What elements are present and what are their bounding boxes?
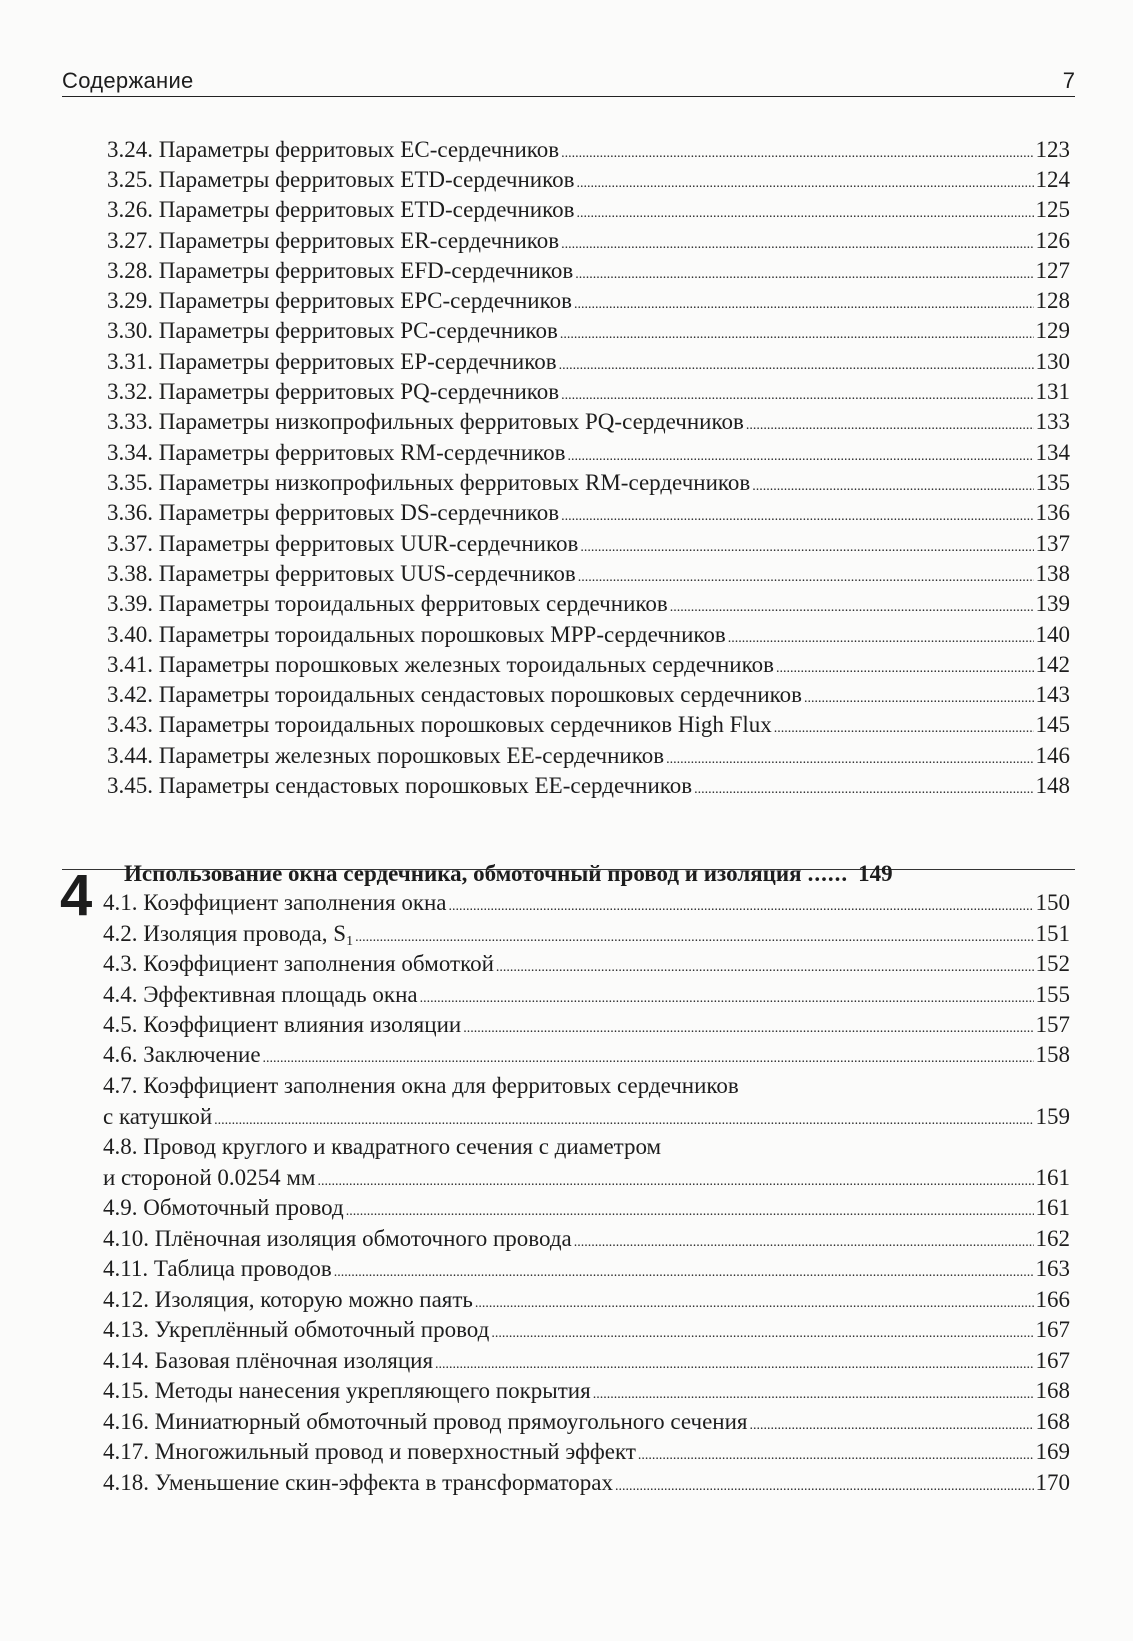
toc-entry-page: 130: [1035, 349, 1070, 374]
toc-leader: [749, 1407, 1033, 1441]
toc-entry-title: 3.35. Параметры низкопрофильных ферритовых RM-сердечников: [107, 470, 751, 495]
toc-leader: [475, 1285, 1034, 1319]
toc-entry-title: 3.31. Параметры ферритовых EP-сердечников: [107, 349, 557, 374]
toc-leader: [318, 1163, 1034, 1197]
toc-entry-page: 138: [1035, 561, 1070, 586]
toc-entry: [107, 347, 1070, 377]
toc-entry: [103, 1315, 1070, 1345]
toc-leader: [694, 771, 1033, 805]
toc-entry: [107, 771, 1070, 801]
toc-entry-title: 4.3. Коэффициент заполнения обмоткой: [103, 951, 494, 976]
toc-entry-page: 150: [1035, 890, 1070, 915]
toc-entry-first-line: 4.8. Провод круглого и квадратного сечения с диаметром: [103, 1134, 662, 1159]
toc-entry: [103, 1437, 1070, 1467]
toc-entry-page: 137: [1035, 531, 1070, 556]
chapter-title: Использование окна сердечника, обмоточный провод и изоляция: [124, 861, 802, 886]
toc-entry: [103, 980, 1070, 1010]
toc-entry: [107, 165, 1070, 195]
toc-leader: [638, 1437, 1034, 1471]
toc-entry-title: 3.25. Параметры ферритовых ETD-сердечников: [107, 167, 575, 192]
toc-entry: [107, 256, 1070, 286]
toc-leader: [575, 256, 1033, 290]
toc-leader: [746, 407, 1034, 441]
header-page-number: 7: [1062, 68, 1075, 93]
toc-entry-title: 4.4. Эффективная площадь окна: [103, 982, 418, 1007]
header-rule: [62, 96, 1075, 97]
toc-entry-title: 3.42. Параметры тороидальных сендастовых порошковых сердечников: [107, 682, 803, 707]
toc-entry: [107, 589, 1070, 619]
toc-entry: [103, 1468, 1070, 1498]
toc-entry-title: 3.30. Параметры ферритовых PC-сердечников: [107, 318, 558, 343]
toc-entry-title: 4.1. Коэффициент заполнения окна: [103, 890, 447, 915]
toc-entry: [107, 438, 1070, 468]
toc-entry: [103, 1193, 1070, 1223]
toc-leader: [578, 559, 1034, 593]
toc-entry-page: 133: [1035, 409, 1070, 434]
toc-leader: [463, 1010, 1033, 1044]
toc-entry-title: 3.34. Параметры ферритовых RM-сердечников: [107, 440, 566, 465]
toc-leader: [559, 347, 1034, 381]
toc-entry-title: 3.29. Параметры ферритовых EPC-сердечников: [107, 288, 572, 313]
toc-entry: [103, 1407, 1070, 1437]
toc-entry-title: 4.18. Уменьшение скин-эффекта в трансформаторах: [103, 1470, 613, 1495]
toc-entry-title: 3.45. Параметры сендастовых порошковых ЕЕ-сердечников: [107, 773, 693, 798]
toc-entry: [103, 949, 1070, 979]
subscript: 1: [346, 934, 354, 949]
toc-entry-page: 152: [1035, 951, 1070, 976]
toc-leader: [214, 1102, 1033, 1136]
running-header: [62, 68, 1075, 98]
toc-entry: [103, 1040, 1070, 1070]
toc-leader: [776, 650, 1034, 684]
toc-entry-title: 4.12. Изоляция, которую можно паять: [103, 1287, 473, 1312]
toc-entry-page: 135: [1035, 470, 1070, 495]
toc-entry-title: 3.41. Параметры порошковых железных тороидальных сердечников: [107, 652, 774, 677]
toc-entry: [107, 316, 1070, 346]
toc-entry: [103, 919, 1070, 949]
toc-leader: [752, 468, 1033, 502]
toc-entry: [107, 226, 1070, 256]
toc-leader: [420, 980, 1034, 1014]
toc-entry: [103, 1224, 1070, 1254]
toc-entry-page: 168: [1035, 1378, 1070, 1403]
toc-entry-title: 4.17. Многожильный провод и поверхностный эффект: [103, 1439, 636, 1464]
toc-entry: [107, 620, 1070, 650]
toc-entry-page: 146: [1035, 743, 1070, 768]
toc-leader: [435, 1346, 1033, 1380]
toc-entry: [103, 1346, 1070, 1376]
toc-entry: [107, 468, 1070, 498]
toc-entry-title: 4.15. Методы нанесения укрепляющего покрытия: [103, 1378, 591, 1403]
toc-entry: [107, 529, 1070, 559]
toc-entry: [107, 710, 1070, 740]
chapter-title-row: [124, 858, 1070, 890]
toc-entry-page: 128: [1035, 288, 1070, 313]
toc-entry: [103, 1163, 1070, 1193]
toc-entry: [107, 498, 1070, 528]
toc-entry-title: и стороной 0.0254 мм: [103, 1165, 316, 1190]
toc-entry-page: 127: [1035, 258, 1070, 283]
toc-leader: [804, 680, 1033, 714]
toc-entry-page: 167: [1035, 1348, 1070, 1373]
toc-entry-page: 145: [1035, 712, 1070, 737]
toc-leader: [568, 438, 1034, 472]
toc-leader: [561, 377, 1033, 411]
toc-leader: [560, 316, 1034, 350]
toc-leader: [561, 135, 1033, 169]
toc-entry: [107, 135, 1070, 165]
toc-leader: [561, 498, 1033, 532]
toc-entry-title: 3.28. Параметры ферритовых EFD-сердечников: [107, 258, 574, 283]
toc-entry-page: 155: [1035, 982, 1070, 1007]
toc-entry: [107, 680, 1070, 710]
toc-leader: [576, 165, 1033, 199]
header-title: Содержание: [62, 68, 194, 93]
toc-entry-page: 161: [1035, 1165, 1070, 1190]
toc-leader: [355, 919, 1033, 953]
chapter-leader: ......: [807, 861, 849, 886]
toc-entry-page: 139: [1035, 591, 1070, 616]
toc-entry: [103, 1010, 1070, 1040]
toc-entry: [103, 1102, 1070, 1132]
toc-entry-page: 142: [1035, 652, 1070, 677]
toc-entry-page: 131: [1035, 379, 1070, 404]
toc-entry-page: 140: [1035, 622, 1070, 647]
toc-entry-title: 3.33. Параметры низкопрофильных ферритовых PQ-сердечников: [107, 409, 744, 434]
toc-entry-title: 3.37. Параметры ферритовых UUR-сердечников: [107, 531, 579, 556]
toc-leader: [580, 529, 1033, 563]
toc-entry-title: 3.38. Параметры ферритовых UUS-сердечников: [107, 561, 576, 586]
toc-leader: [449, 888, 1034, 922]
toc-entry-page: 126: [1035, 228, 1070, 253]
toc-entry-title: 3.36. Параметры ферритовых DS-сердечников: [107, 500, 560, 525]
toc-leader: [574, 286, 1034, 320]
toc-entry-title: 3.27. Параметры ферритовых ER-сердечников: [107, 228, 560, 253]
toc-entry-title: 4.14. Базовая плёночная изоляция: [103, 1348, 434, 1373]
toc-leader: [334, 1254, 1034, 1288]
toc-leader: [728, 620, 1034, 654]
toc-entry-title: 3.44. Параметры железных порошковых ЕЕ-сердечников: [107, 743, 665, 768]
toc-entry-page: 161: [1035, 1195, 1070, 1220]
toc-entry-page: 125: [1035, 197, 1070, 222]
toc-entry-title: 3.39. Параметры тороидальных ферритовых сердечников: [107, 591, 668, 616]
toc-entry-title: 4.9. Обмоточный провод: [103, 1195, 344, 1220]
toc-leader: [496, 949, 1034, 983]
toc-leader: [774, 710, 1034, 744]
toc-entry: [103, 888, 1070, 918]
toc-entry-page: 170: [1035, 1470, 1070, 1495]
toc-entry: [107, 286, 1070, 316]
toc-entry-page: 136: [1035, 500, 1070, 525]
toc-entry-title: с катушкой: [103, 1104, 213, 1129]
toc-entry-page: 124: [1035, 167, 1070, 192]
toc-entry-title: 4.6. Заключение: [103, 1042, 261, 1067]
toc-entry-page: 148: [1035, 773, 1070, 798]
toc-entry-page: 169: [1035, 1439, 1070, 1464]
toc-entry-title: 3.43. Параметры тороидальных порошковых сердечников High Flux: [107, 712, 772, 737]
chapter-number: 4: [60, 863, 93, 928]
toc-entry-page: 158: [1035, 1042, 1070, 1067]
toc-entry: [107, 377, 1070, 407]
toc-entry-page: 134: [1035, 440, 1070, 465]
toc-leader: [346, 1193, 1034, 1227]
toc-leader: [561, 226, 1033, 260]
toc-entry-first-line: 4.7. Коэффициент заполнения окна для ферритовых сердечников: [103, 1073, 739, 1098]
toc-entry: [103, 1376, 1070, 1406]
toc-entry-page: 162: [1035, 1226, 1070, 1251]
toc-entry-title: 4.10. Плёночная изоляция обмоточного провода: [103, 1226, 572, 1251]
toc-entry-title: 3.24. Параметры ферритовых ЕС-сердечников: [107, 137, 560, 162]
toc-entry-page: 168: [1035, 1409, 1070, 1434]
toc-leader: [670, 589, 1034, 623]
chapter-page: 149: [858, 861, 893, 886]
toc-entry-page: 163: [1035, 1256, 1070, 1281]
toc-entry-page: 157: [1035, 1012, 1070, 1037]
toc-entry: [107, 195, 1070, 225]
toc-entry-title: 4.2. Изоляция провода, S: [103, 921, 347, 946]
toc-entry: [107, 650, 1070, 680]
toc-entry: [107, 407, 1070, 437]
toc-entry-page: 123: [1035, 137, 1070, 162]
toc-entry-title: 3.32. Параметры ферритовых PQ-сердечников: [107, 379, 560, 404]
toc-entry-page: 159: [1035, 1104, 1070, 1129]
toc-leader: [666, 741, 1033, 775]
toc-leader: [574, 1224, 1034, 1258]
toc-entry-title: 4.5. Коэффициент влияния изоляции: [103, 1012, 462, 1037]
toc-entry-title: 4.11. Таблица проводов: [103, 1256, 332, 1281]
toc-leader: [576, 195, 1033, 229]
toc-entry-title: 4.16. Миниатюрный обмоточный провод прямоугольного сечения: [103, 1409, 748, 1434]
toc-entry-title: 4.13. Укреплённый обмоточный провод: [103, 1317, 490, 1342]
toc-entry: [107, 559, 1070, 589]
toc-leader: [615, 1468, 1034, 1502]
toc-entry-page: 143: [1035, 682, 1070, 707]
toc-leader: [491, 1315, 1033, 1349]
toc-entry-title: 3.26. Параметры ферритовых ETD-сердечников: [107, 197, 575, 222]
toc-leader: [593, 1376, 1034, 1410]
toc-entry-page: 166: [1035, 1287, 1070, 1312]
toc-entry: [107, 741, 1070, 771]
toc-entry: [103, 1285, 1070, 1315]
toc-entry: [103, 1254, 1070, 1284]
toc-leader: [263, 1040, 1034, 1074]
toc-entry-title: 3.40. Параметры тороидальных порошковых МРР-сердечников: [107, 622, 726, 647]
toc-entry-page: 129: [1035, 318, 1070, 343]
toc-entry-page: 151: [1035, 921, 1070, 946]
toc-entry-page: 167: [1035, 1317, 1070, 1342]
